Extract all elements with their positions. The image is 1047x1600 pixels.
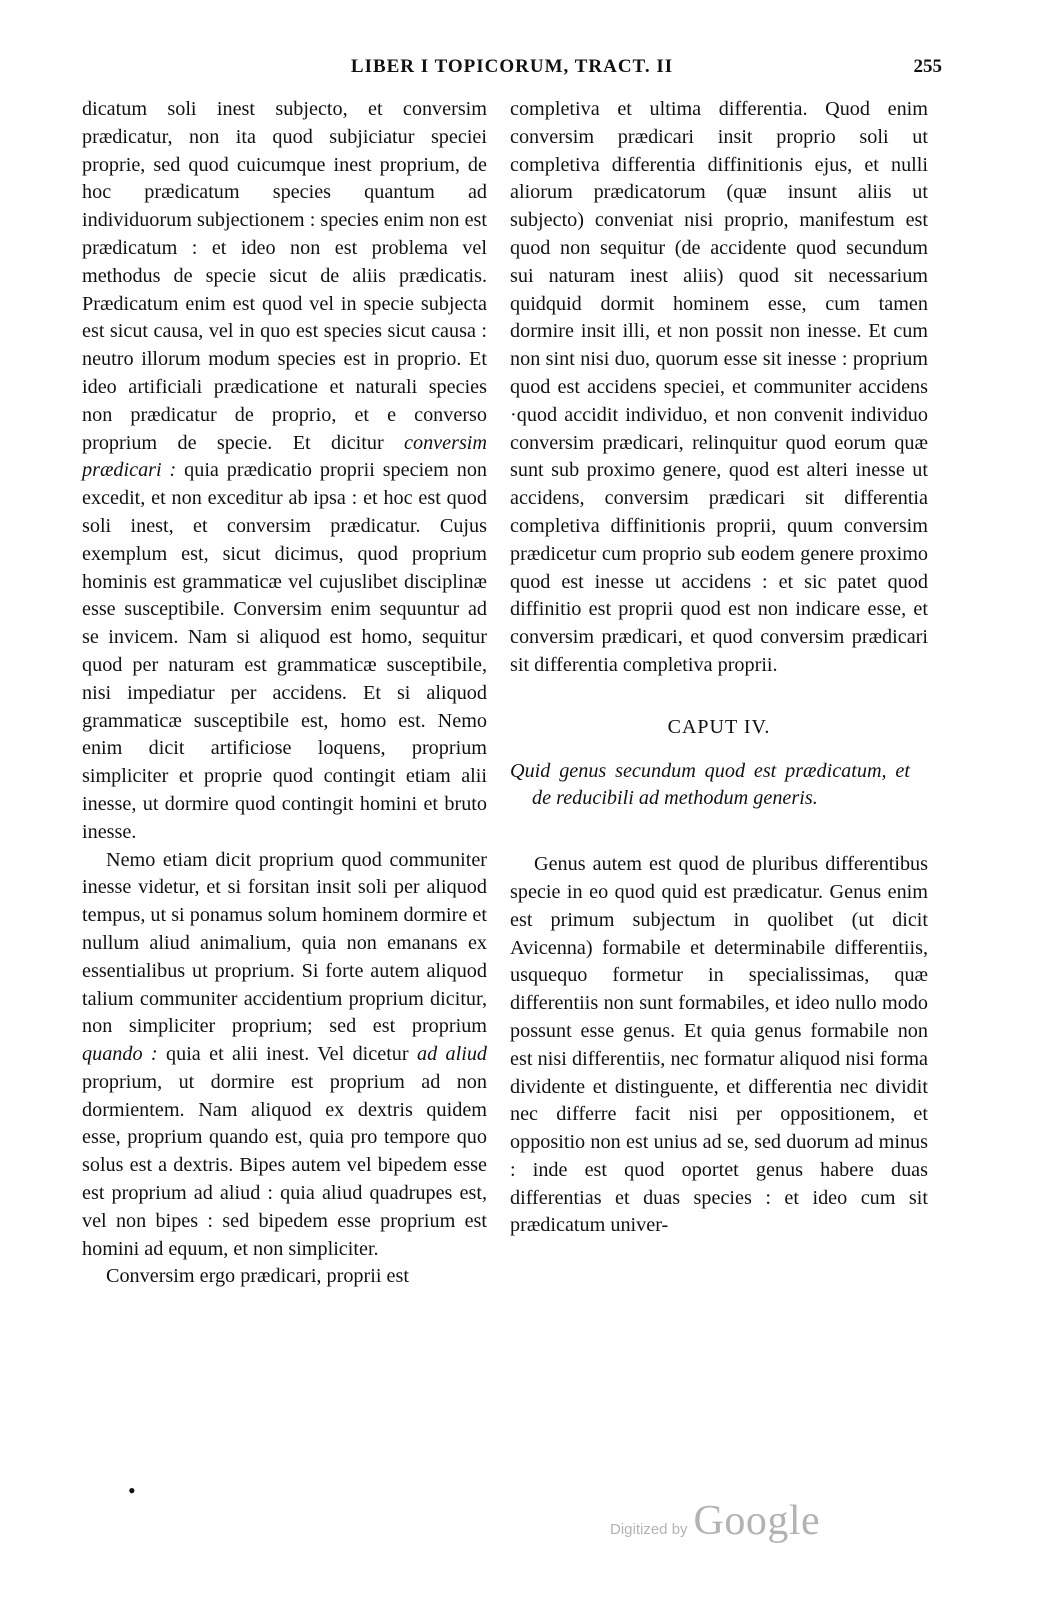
watermark-prefix: Digitized by — [610, 1521, 688, 1538]
chapter-heading: CAPUT IV. — [667, 715, 771, 738]
italic-phrase: quando : — [82, 1043, 158, 1066]
paragraph-text: quia et alii inest. Vel dicetur — [166, 1043, 409, 1066]
running-head — [82, 56, 942, 86]
italic-phrase: ad aliud — [416, 1043, 488, 1066]
paragraph — [82, 96, 487, 847]
paragraph: Genus autem est quod de pluribus differentibus specie in eo quod quid est prædicatur. Genus enim est primum subjectum in quolibet (ut dicit Avicenna) formabile et determinabile differentiis, usquequo formetur in specialissimas, quæ differentiis non sunt formabiles, et ideo nullo modo possunt esse genus. Et quia genus formabile non est nisi differentiis, nec formatur aliquod nisi forma dividente et distinguente, et differentia nec dividit nec differre facit nisi per oppositionem, et oppositio non est unius ad se, sed duorum ad minus : inde est quod oportet genus habere duas differentias et duas species : et ideo cum sit prædicatum univer- — [510, 853, 928, 1237]
paragraph: completiva et ultima differentia. Quod enim conversim prædicari insit proprio soli ut completiva differentia diffinitionis ejus, et nulli aliorum prædicatorum (quæ insunt aliis ut subjecto) conveniat nisi proprio, manifestum est quod non sequitur (de accidente quod secundum sui naturam inest aliis) quod sit necessarium quidquid dormit hominem esse, cum tamen dormire insit illi, et non possit non inesse. Et cum non sint nisi duo, quorum esse sit inesse : proprium quod est accidens speciei, et communiter accidens ·quod accidit individuo, et non convenit individuo conversim prædicari, relinquitur quod eorum quæ sunt sub proximo genere, quod est alteri inesse ut accidens, conversim prædicari sit differentia completiva diffinitionis proprii, quum conversim prædicetur cum proprio sub eodem genere proximo quod est inesse ut accidens : et sic patet quod diffinitio est proprii quod est non indicare esse, et conversim prædicari, et quod conversim prædicari sit differentia completiva proprii. — [510, 98, 928, 676]
chapter-summary: Quid genus secundum quod est prædicatum, et de reducibili ad methodum generis. — [510, 759, 910, 810]
paragraph-text: proprium, ut dormire est proprium ad non dormientem. Nam aliquod ex dextris quidem esse, proprium quando est, quia pro tempore quo solus est a dextris. Bipes autem vel bipedem esse est proprium ad aliud : quia aliud quadrupes est, vel non bipes : sed bipedem esse proprium est homini ad equum, et non simpliciter. — [82, 1070, 487, 1260]
running-title: LIBER I TOPICORUM, TRACT. II — [350, 56, 674, 77]
digitized-watermark — [610, 1497, 820, 1557]
stray-mark: • — [128, 1478, 136, 1503]
paragraph — [82, 847, 487, 1264]
page-number: 255 — [913, 56, 942, 77]
google-logo: Google — [693, 1498, 821, 1544]
left-column — [82, 96, 487, 1291]
italic-phrase: conversim prædicari : — [82, 431, 487, 482]
paragraph: Conversim ergo prædicari, proprii est — [106, 1265, 409, 1288]
right-column — [510, 96, 928, 1240]
paragraph-text: quia prædicatio proprii speciem non excedit, et non exceditur ab ipsa : et hoc est quod soli inest, et conversim prædicatur. Cujus exemplum est, sicut dicimus, quod proprium hominis est grammaticæ vel cujuslibet disciplinæ esse susceptibile. Conversim enim sequuntur ad se invicem. Nam si aliquod est homo, sequitur quod per naturam est grammaticæ susceptibile, nisi impediatur per accidens. Et si aliquod grammaticæ susceptibile est, homo est. Nemo enim dicit artificiose loquens, proprium simpliciter et proprie quod contingit etiam alii inesse, ut dormire quod contingit homini et bruto inesse. — [82, 459, 488, 843]
paragraph-text: Nemo etiam dicit proprium quod communiter inesse videtur, et si forsitan insit soli per aliquod tempus, ut si ponamus solum hominem dormire et nullum aliud animalium, quia non emanans ex essentialibus ut proprium. Si forte autem aliquod talium communiter accidentium proprium dicitur, non simpliciter proprium; sed est proprium — [82, 848, 487, 1038]
paragraph-text: dicatum soli inest subjecto, et conversim prædicatur, non ita quod subjiciatur speciei proprie, sed quod cuicumque inest proprium, de hoc prædicatum species quantum ad individuorum subjectionem : species enim non est prædicatum : et ideo non est problema vel methodus de specie sicut de aliis prædicatis. Prædicatum enim est quod vel in specie subjecta est sicut causa, vel in quo est species sicut causa : neutro illorum modum species est in proprio. Et ideo artificiali prædicatione et naturali species non prædicatur de proprio, et e converso proprium de specie. Et dicitur — [82, 98, 487, 454]
